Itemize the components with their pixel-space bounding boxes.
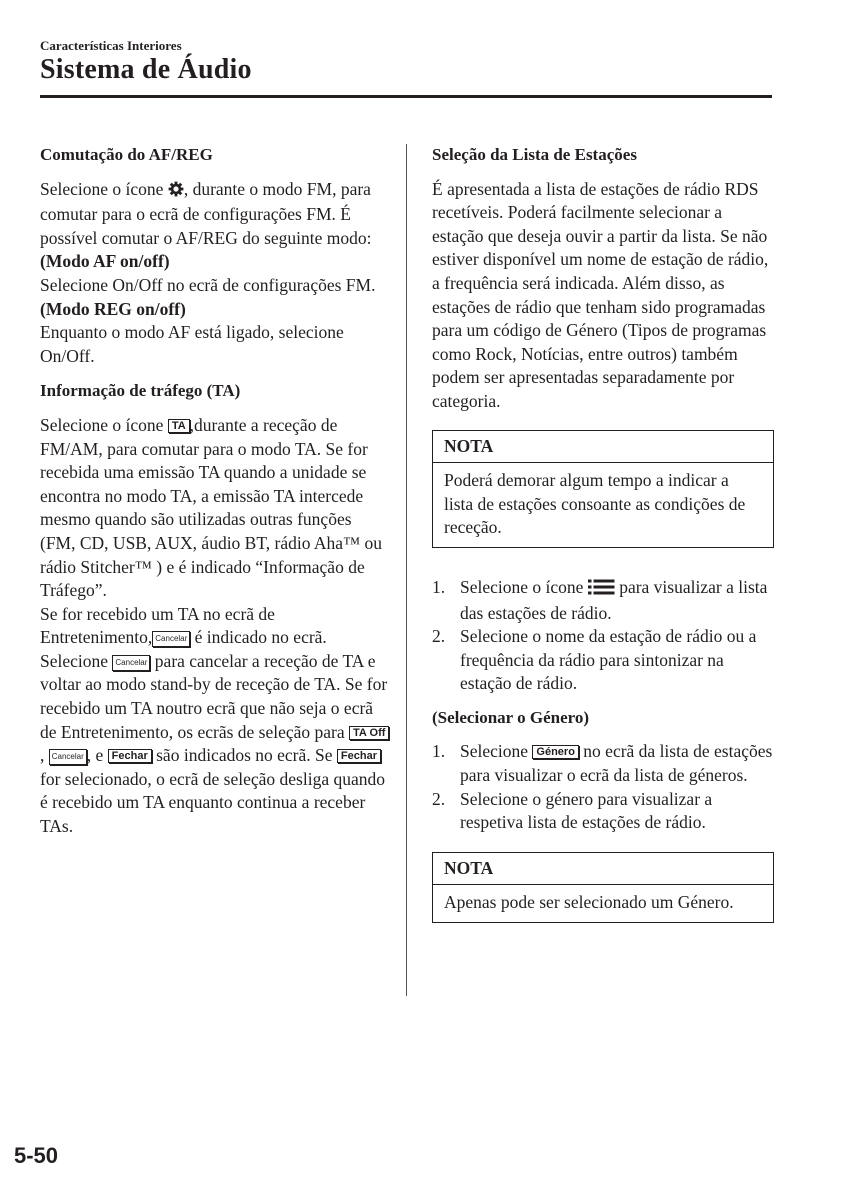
- ta-text-9: for selecionado, o ecrã de seleção desliga quando é recebido um TA enquanto continua a receber TAs.: [40, 768, 385, 837]
- af-reg-intro: [40, 178, 390, 251]
- ta-text-2: ,durante a receção de FM/AM, para comutar para o modo TA. Se for recebida uma emissão TA quando a unidade se encontra no modo TA, a emissão TA intercede mesmo quando são utilizadas outras funções (FM, CD, USB, AUX, áudio BT, rádio Aha™ ou rádio Stitcher™ ) e é indicado “Informação de Tráfego”.: [40, 414, 383, 601]
- step-text: Selecione: [460, 741, 529, 762]
- cancel-button: Cancelar: [112, 655, 150, 671]
- step-text: Selecione o ícone: [460, 576, 584, 597]
- ta-off-button: TA Off: [349, 726, 389, 740]
- reg-mode-label: (Modo REG on/off): [40, 298, 186, 319]
- ta-text-3: Se for recebido um TA no ecrã de Entretenimento,: [40, 603, 275, 648]
- note-box: [432, 430, 774, 548]
- step-text: Selecione o nome da estação de rádio ou a frequência da rádio para sintonizar na estação de rádio.: [460, 626, 757, 694]
- reg-mode-text: Enquanto o modo AF está ligado, selecione On/Off.: [40, 322, 344, 366]
- page-title: Sistema de Áudio: [40, 54, 252, 85]
- list-item: [432, 788, 776, 835]
- list-item: [432, 625, 776, 696]
- station-list-text: É apresentada a lista de estações de rádio RDS recetíveis. Poderá facilmente selecionar a estação que deseja ouvir a partir da lista. Se não estiver disponível um nome de estação de rádio, a frequência será indicada. Além disso, as estações de rádio que tenham sido programadas para um código de Género (Tipos de programas como Rock, Notícias, entre outros) também podem ser apresentadas separadamente por categoria.: [432, 178, 769, 411]
- ta-text-1: Selecione o ícone: [40, 414, 164, 435]
- close-button: Fechar: [108, 749, 152, 763]
- ta-text-4: é indicado no ecrã. Selecione: [40, 627, 327, 671]
- af-mode-label: (Modo AF on/off): [40, 251, 170, 272]
- genre-heading: (Selecionar o Género): [432, 707, 590, 727]
- cancel-button: Cancelar: [49, 749, 87, 765]
- title-rule: [40, 95, 772, 98]
- ta-button: TA: [168, 419, 190, 433]
- ta-text-5: para cancelar a receção de TA e voltar ao modo stand-by de receção de TA. Se for recebido um TA noutro ecrã que não seja o ecrã de Entretenimento, os ecrãs de seleção para: [40, 650, 388, 742]
- section-label: Características Interiores: [40, 38, 182, 53]
- genre-steps: [432, 740, 776, 834]
- step-number: 1.: [432, 741, 446, 762]
- ta-paragraph-2: [40, 603, 390, 839]
- step-number: 2.: [432, 626, 446, 647]
- step-text: no ecrã da lista de estações para visualizar o ecrã da lista de géneros.: [460, 741, 773, 786]
- station-steps: [432, 576, 776, 696]
- af-reg-intro-a: Selecione o ícone: [40, 178, 164, 199]
- af-reg-intro-b: , durante o modo FM, para comutar para o ecrã de configurações FM. É possível comutar o AF/REG do seguinte modo:: [40, 178, 372, 248]
- note-title: NOTA: [433, 431, 773, 464]
- note-text: Poderá demorar algum tempo a indicar a lista de estações consoante as condições de receção.: [444, 470, 746, 538]
- ta-text-8: são indicados no ecrã. Se: [156, 745, 333, 766]
- gear-icon: [168, 180, 184, 204]
- list-item: [432, 576, 776, 625]
- ta-text-7: , e: [86, 745, 104, 766]
- close-button: Fechar: [337, 749, 381, 763]
- ta-text-6: ,: [40, 745, 45, 766]
- left-column: [40, 143, 390, 839]
- page-number: 5-50: [14, 1143, 59, 1168]
- step-number: 1.: [432, 576, 446, 597]
- note-title: NOTA: [433, 853, 773, 886]
- list-item: [432, 740, 776, 787]
- step-number: 2.: [432, 788, 446, 809]
- list-icon: [588, 578, 615, 602]
- note-text: Apenas pode ser selecionado um Género.: [444, 892, 734, 913]
- step-text: para visualizar a lista das estações de rádio.: [460, 576, 768, 623]
- column-divider: [406, 144, 407, 996]
- af-mode-text: Selecione On/Off no ecrã de configurações FM.: [40, 274, 376, 295]
- station-list-heading: Seleção da Lista de Estações: [432, 145, 637, 164]
- ta-paragraph-1: [40, 414, 390, 603]
- note-box: [432, 852, 774, 923]
- ta-heading: Informação de tráfego (TA): [40, 381, 241, 401]
- af-reg-heading: Comutação do AF/REG: [40, 145, 213, 164]
- genre-button: Género: [532, 745, 579, 759]
- right-column: [432, 143, 776, 941]
- step-text: Selecione o género para visualizar a respetiva lista de estações de rádio.: [460, 788, 713, 833]
- cancel-button: Cancelar: [152, 631, 190, 647]
